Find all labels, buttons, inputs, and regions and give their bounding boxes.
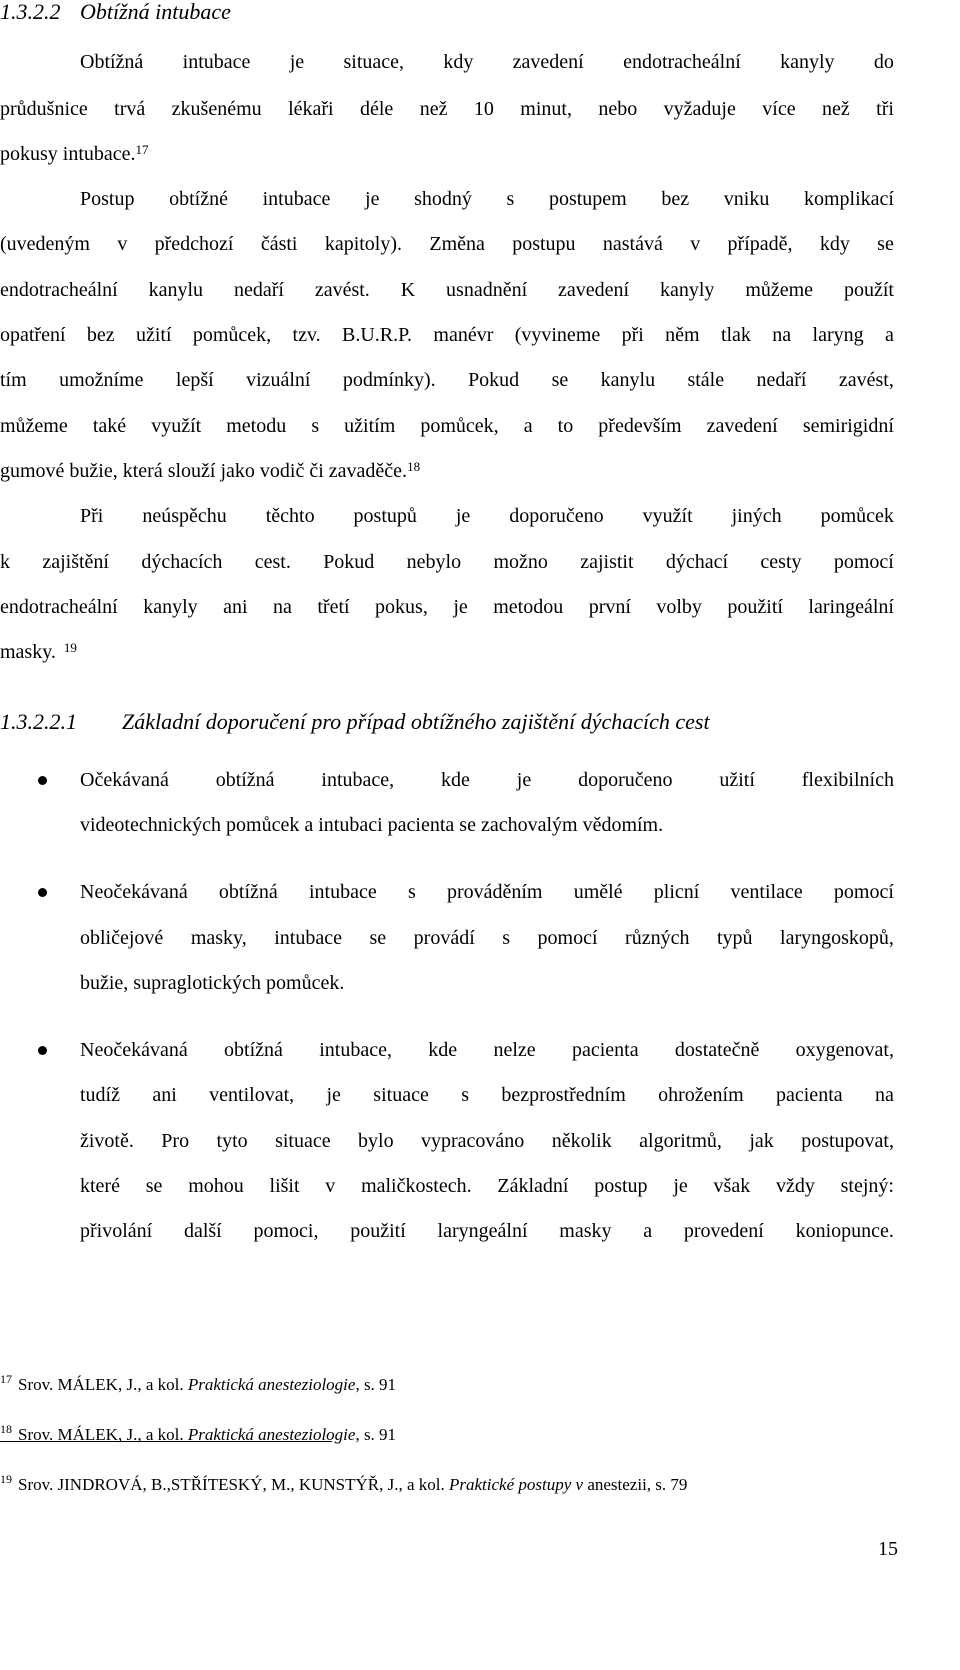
p2-line-5-word-4: podmínky). — [342, 369, 436, 391]
b3-line-1 — [80, 1038, 894, 1062]
p2-line-6-word-5: užitím — [344, 415, 396, 437]
p2-line-6-word-11: semirigidní — [802, 415, 894, 437]
p2-line-4-word-3: pomůcek, — [192, 324, 272, 346]
p3-line-3-word-5: pokus, — [375, 596, 428, 618]
b3-line-5-word-6: a — [643, 1220, 653, 1242]
p2-line-2-word-3: části — [260, 233, 298, 255]
p2-line-2-word-5: Změna — [429, 233, 485, 255]
p1-line-2-word-6: 10 — [473, 98, 494, 120]
b3-line-3-word-7: algoritmů, — [639, 1130, 722, 1152]
b3-line-4-word-0: které — [80, 1175, 120, 1197]
b3-line-3-word-4: bylo — [358, 1130, 394, 1152]
p2-line-3-word-0: endotracheální — [0, 279, 118, 301]
p3-line-3 — [0, 595, 894, 619]
b3-line-5-word-2: pomoci, — [253, 1220, 319, 1242]
p2-line-4-word-8: při — [621, 324, 644, 346]
b2-line-1-word-1: obtížná — [218, 881, 278, 903]
p1-line-2-word-12: tři — [876, 98, 894, 120]
p2-line-4-word-13: a — [884, 324, 894, 346]
p2-line-5-word-0: tím — [0, 369, 27, 391]
footnote-17-title: Praktická anesteziologie — [187, 1375, 356, 1394]
p1-line-2-word-8: nebo — [598, 98, 638, 120]
p2-line-1-word-0: Postup — [80, 188, 135, 210]
p3-line-3-word-6: je — [453, 596, 468, 618]
b3-line-4 — [80, 1174, 894, 1198]
p1-line-2-word-2: zkušenému — [171, 98, 262, 120]
p3-line-3-word-7: metodou — [493, 596, 564, 618]
p3-line-1-word-0: Při — [80, 505, 104, 527]
p1-line-3-text: pokusy intubace. — [0, 143, 136, 165]
p3-line-3-word-9: volby — [656, 596, 702, 618]
p3-line-2-word-9: cesty — [760, 551, 802, 573]
b3-line-5-word-7: provedení — [683, 1220, 764, 1242]
p2-line-5-word-5: Pokud — [468, 369, 520, 391]
b3-line-2-word-2: ventilovat, — [209, 1084, 295, 1106]
p1-line-1 — [80, 50, 894, 74]
b3-line-3-word-1: Pro — [161, 1130, 190, 1152]
p1-line-2-word-10: více — [762, 98, 796, 120]
b2-line-2-word-9: laryngoskopů, — [780, 927, 894, 949]
footnote-18 — [0, 1422, 397, 1445]
b2-line-1-word-3: s — [407, 881, 416, 903]
b3-line-1-word-0: Neočekávaná — [80, 1039, 188, 1061]
p2-line-5-word-6: se — [551, 369, 569, 391]
b3-line-5-word-5: masky — [559, 1220, 612, 1242]
p3-line-2-word-2: dýchacích — [141, 551, 223, 573]
p2-line-5-word-3: vizuální — [246, 369, 311, 391]
p2-line-6-word-1: také — [92, 415, 127, 437]
b2-line-2-word-7: různých — [625, 927, 690, 949]
p1-line-2-word-5: než — [419, 98, 448, 120]
p2-line-6-word-0: můžeme — [0, 415, 68, 437]
p1-line-1-word-3: situace, — [343, 51, 405, 73]
b1-line-1-word-3: kde — [441, 769, 470, 791]
p1-line-1-word-0: Obtížná — [80, 51, 144, 73]
b1-line-1-word-4: je — [516, 769, 532, 791]
b2-line-2-word-3: se — [369, 927, 387, 949]
footnote-19 — [0, 1472, 688, 1495]
p3-line-3-word-0: endotracheální — [0, 596, 118, 618]
b3-line-1-word-1: obtížná — [224, 1039, 283, 1061]
p2-line-4-word-11: na — [772, 324, 792, 346]
b3-line-4-word-4: v — [325, 1175, 336, 1197]
p2-line-3-word-3: zavést. — [314, 279, 370, 301]
p2-line-6-word-4: s — [311, 415, 320, 437]
b1-line-1-word-6: užití — [719, 769, 755, 791]
subsection-title: Základní doporučení pro případ obtížného zajištění dýchacích cest — [122, 709, 710, 734]
p3-line-3-word-4: třetí — [317, 596, 350, 618]
p3-line-4 — [0, 640, 77, 664]
p1-line-3 — [0, 142, 149, 166]
p2-line-6-word-3: metodu — [226, 415, 287, 437]
p2-line-4-word-9: něm — [665, 324, 700, 346]
p2-line-5-word-1: umožníme — [59, 369, 144, 391]
b3-line-4-word-1: se — [145, 1175, 163, 1197]
p2-line-4-word-0: opatření — [0, 324, 66, 346]
footnote-18-title: Praktická anesteziologie — [187, 1425, 356, 1444]
p3-line-2-word-4: Pokud — [323, 551, 375, 573]
p1-line-2-word-11: než — [821, 98, 850, 120]
p2-line-1-word-1: obtížné — [169, 188, 228, 210]
p2-line-4-word-4: tzv. — [292, 324, 321, 346]
p3-line-2-word-7: zajistit — [580, 551, 634, 573]
b3-line-5-word-8: koniopunce. — [795, 1220, 894, 1242]
b2-line-1-word-0: Neočekávaná — [80, 881, 188, 903]
p2-line-1-word-5: s — [506, 188, 515, 210]
b3-line-4-word-7: postup — [594, 1175, 648, 1197]
b2-line-3-text: bužie, supraglotických pomůcek. — [80, 972, 345, 994]
b3-line-2-word-3: je — [326, 1084, 341, 1106]
p2-line-6-word-10: zavedení — [706, 415, 778, 437]
p2-line-6-word-9: především — [598, 415, 682, 437]
p3-line-2-word-8: dýchací — [665, 551, 729, 573]
p2-line-2-word-6: postupu — [512, 233, 576, 255]
b3-line-1-word-4: nelze — [493, 1039, 536, 1061]
section-heading — [0, 0, 231, 24]
b3-line-5-word-0: přivolání — [80, 1220, 153, 1242]
b3-line-2-word-0: tudíž — [80, 1084, 120, 1106]
p1-line-1-word-2: je — [289, 51, 305, 73]
p2-line-1 — [80, 187, 894, 211]
p2-line-2-word-4: kapitoly). — [324, 233, 403, 255]
p3-line-1-word-7: jiných — [731, 505, 782, 527]
b1-line-1-word-1: obtížná — [215, 769, 275, 791]
b3-line-4-word-9: však — [713, 1175, 751, 1197]
p1-line-1-word-8: do — [873, 51, 894, 73]
b3-line-4-word-5: maličkostech. — [361, 1175, 472, 1197]
p2-line-5-word-7: kanylu — [600, 369, 656, 391]
p3-line-4-text: masky. — [0, 641, 56, 663]
b3-line-5-word-1: další — [183, 1220, 222, 1242]
b2-line-1-word-6: plicní — [653, 881, 700, 903]
p2-line-4-word-6: manévr — [433, 324, 494, 346]
p3-line-2-word-0: k — [0, 551, 10, 573]
b2-line-2-word-2: intubace — [274, 927, 342, 949]
footnote-17 — [0, 1372, 397, 1395]
p2-line-3-word-6: zavedení — [558, 279, 630, 301]
p2-line-2-word-10: kdy — [819, 233, 850, 255]
footnote-19-pre: Srov. JINDROVÁ, B.,STŘÍTESKÝ, M., KUNSTÝŘ, J., a kol. — [18, 1475, 450, 1494]
b2-line-1-word-7: ventilace — [730, 881, 803, 903]
p3-line-3-word-10: použití — [727, 596, 783, 618]
p3-line-3-word-2: ani — [223, 596, 248, 618]
p1-line-1-word-7: kanyly — [780, 51, 835, 73]
b2-line-1-word-4: prováděním — [446, 881, 543, 903]
p2-line-3-word-5: usnadnění — [446, 279, 528, 301]
b2-line-1 — [80, 880, 894, 904]
b3-line-3-word-8: jak — [749, 1130, 774, 1152]
b3-line-3-word-6: několik — [551, 1130, 612, 1152]
footnote-ref-17: 17 — [135, 142, 149, 157]
p2-line-7 — [0, 459, 420, 483]
p2-line-5 — [0, 368, 894, 392]
footnote-17-post: , s. 91 — [355, 1375, 397, 1394]
p2-line-4-word-12: laryng — [812, 324, 864, 346]
b3-line-3-word-0: životě. — [80, 1130, 134, 1152]
footnote-ref-18: 18 — [407, 459, 421, 474]
page-number: 15 — [878, 1538, 898, 1560]
p1-line-1-word-5: zavedení — [512, 51, 584, 73]
p2-line-3-word-9: použít — [843, 279, 894, 301]
b3-line-2-word-8: pacienta — [776, 1084, 843, 1106]
p3-line-3-word-3: na — [273, 596, 292, 618]
b3-line-2-word-7: ohrožením — [658, 1084, 744, 1106]
p1-line-1-word-4: kdy — [443, 51, 474, 73]
footnote-17-number: 17 — [0, 1372, 12, 1386]
p2-line-1-word-7: bez — [661, 188, 690, 210]
footnote-19-post: anestezii, s. 79 — [583, 1475, 688, 1494]
p2-line-2 — [0, 232, 894, 256]
p3-line-1-word-8: pomůcek — [820, 505, 894, 527]
b2-line-1-word-2: intubace — [309, 881, 377, 903]
b1-line-1 — [80, 768, 894, 792]
p2-line-4-word-7: (vyvineme — [514, 324, 601, 346]
b3-line-3-word-2: tyto — [216, 1130, 248, 1152]
p1-line-2-word-0: průdušnice — [0, 98, 88, 120]
p2-line-4-word-2: užití — [135, 324, 172, 346]
b2-line-1-word-8: pomocí — [833, 881, 894, 903]
b3-line-3-word-3: situace — [275, 1130, 331, 1152]
b1-line-1-word-7: flexibilních — [801, 769, 894, 791]
p3-line-2-word-3: cest. — [254, 551, 291, 573]
b3-line-5-word-4: laryngeální — [437, 1220, 528, 1242]
section-title: Obtížná intubace — [80, 0, 231, 24]
p3-line-1-word-5: doporučeno — [509, 505, 604, 527]
subsection-heading — [0, 709, 710, 734]
b3-line-5 — [80, 1219, 894, 1243]
b2-line-2-word-5: s — [502, 927, 511, 949]
p2-line-6-word-8: to — [557, 415, 574, 437]
b3-line-1-word-5: pacienta — [571, 1039, 639, 1061]
b3-line-2 — [80, 1083, 894, 1107]
p3-line-1-word-2: těchto — [265, 505, 315, 527]
footnote-18-number: 18 — [0, 1422, 12, 1436]
b3-line-4-word-11: stejný: — [840, 1175, 894, 1197]
p2-line-5-word-2: lepší — [175, 369, 214, 391]
p2-line-1-word-8: vniku — [723, 188, 770, 210]
p2-line-1-word-4: shodný — [414, 188, 472, 210]
p3-line-1-word-6: využít — [642, 505, 693, 527]
p2-line-1-word-2: intubace — [262, 188, 331, 210]
p2-line-4-word-10: tlak — [720, 324, 751, 346]
b3-line-1-word-7: oxygenovat, — [795, 1039, 894, 1061]
b1-line-2 — [80, 813, 663, 837]
p3-line-2-word-5: nebylo — [406, 551, 462, 573]
p2-line-6-word-2: využít — [151, 415, 202, 437]
p2-line-2-word-1: v — [117, 233, 128, 255]
b1-line-2-text: videotechnických pomůcek a intubaci pacienta se zachovalým vědomím. — [80, 814, 664, 836]
footnote-ref-19: 19 — [63, 640, 77, 655]
p2-line-5-word-8: stále — [687, 369, 725, 391]
p2-line-2-word-7: nastává — [602, 233, 663, 255]
footnote-18-pre: Srov. MÁLEK, J., a kol. — [18, 1425, 188, 1444]
p2-line-2-word-11: se — [877, 233, 894, 255]
p3-line-2-word-10: pomocí — [833, 551, 894, 573]
p1-line-2-word-3: lékaři — [288, 98, 334, 120]
b1-line-1-word-2: intubace, — [321, 769, 395, 791]
p3-line-3-word-8: první — [588, 596, 631, 618]
footnote-19-number: 19 — [0, 1472, 12, 1486]
p2-line-3-word-2: nedaří — [233, 279, 284, 301]
p2-line-3-word-4: K — [400, 279, 416, 301]
b3-line-1-word-3: kde — [428, 1039, 458, 1061]
b3-line-3-word-5: vypracováno — [421, 1130, 525, 1152]
p2-line-5-word-10: zavést, — [838, 369, 894, 391]
footnote-17-pre: Srov. MÁLEK, J., a kol. — [18, 1375, 188, 1394]
p3-line-1-word-3: postupů — [353, 505, 417, 527]
b2-line-1-word-5: umělé — [573, 881, 623, 903]
b3-line-5-word-3: použití — [350, 1220, 406, 1242]
p2-line-6-word-7: a — [523, 415, 533, 437]
b3-line-4-word-8: je — [673, 1175, 688, 1197]
p3-line-3-word-1: kanyly — [143, 596, 198, 618]
footnote-19-title: Praktické postupy v — [449, 1475, 584, 1494]
p2-line-4-word-1: bez — [86, 324, 115, 346]
p2-line-3 — [0, 278, 894, 302]
b2-line-2 — [80, 926, 894, 950]
b1-line-1-word-5: doporučeno — [578, 769, 673, 791]
b3-line-2-word-9: na — [874, 1084, 894, 1106]
b3-line-2-word-6: bezprostředním — [501, 1084, 626, 1106]
b2-line-3 — [80, 971, 344, 995]
p3-line-1-word-1: neúspěchu — [142, 505, 227, 527]
p2-line-2-word-8: v — [690, 233, 701, 255]
p2-line-6 — [0, 414, 894, 438]
bullet-dot-2 — [38, 888, 47, 897]
p2-line-1-word-9: komplikací — [804, 188, 894, 210]
p2-line-1-word-3: je — [365, 188, 380, 210]
p2-line-2-word-9: případě, — [727, 233, 793, 255]
p2-line-5-word-9: nedaří — [756, 369, 807, 391]
p2-line-6-word-6: pomůcek, — [420, 415, 499, 437]
p2-line-3-word-8: můžeme — [745, 279, 814, 301]
b2-line-2-word-4: provádí — [413, 927, 475, 949]
p1-line-2-word-4: déle — [360, 98, 394, 120]
p1-line-2-word-7: minut, — [520, 98, 572, 120]
p2-line-4-word-5: B.U.R.P. — [342, 324, 413, 346]
bullet-dot-1 — [38, 776, 47, 785]
b1-line-1-word-0: Očekávaná — [80, 769, 169, 791]
p1-line-2-word-9: vyžaduje — [663, 98, 736, 120]
footnote-18-post: , s. 91 — [355, 1425, 397, 1444]
p2-line-3-word-1: kanylu — [148, 279, 204, 301]
section-number: 1.3.2.2 — [0, 0, 61, 24]
subsection-number: 1.3.2.2.1 — [0, 709, 77, 734]
b3-line-3-word-9: postupovat, — [801, 1130, 894, 1152]
p3-line-3-word-11: laringeální — [808, 596, 894, 618]
p1-line-2 — [0, 97, 894, 121]
p2-line-3-word-7: kanyly — [659, 279, 715, 301]
b3-line-4-word-6: Základní — [497, 1175, 569, 1197]
b3-line-4-word-10: vždy — [775, 1175, 815, 1197]
b3-line-2-word-1: ani — [152, 1084, 177, 1106]
b3-line-4-word-2: mohou — [188, 1175, 244, 1197]
p3-line-2-word-6: možno — [493, 551, 548, 573]
p2-line-7-text: gumové bužie, která slouží jako vodič či zavaděče. — [0, 460, 408, 482]
p1-line-2-word-1: trvá — [114, 98, 146, 120]
p1-line-1-word-1: intubace — [182, 51, 251, 73]
b2-line-2-word-6: pomocí — [537, 927, 598, 949]
b3-line-2-word-5: s — [461, 1084, 469, 1106]
p2-line-4 — [0, 323, 894, 347]
p3-line-2-word-1: zajištění — [42, 551, 109, 573]
b3-line-2-word-4: situace — [373, 1084, 429, 1106]
bullet-dot-3 — [38, 1046, 47, 1055]
p2-line-1-word-6: postupem — [548, 188, 627, 210]
b3-line-1-word-6: dostatečně — [674, 1039, 760, 1061]
b3-line-3 — [80, 1129, 894, 1153]
p1-line-1-word-6: endotracheální — [623, 51, 741, 73]
b2-line-2-word-8: typů — [716, 927, 753, 949]
b2-line-2-word-0: obličejové — [80, 927, 164, 949]
p3-line-1 — [80, 504, 894, 528]
p3-line-2 — [0, 550, 894, 574]
b3-line-1-word-2: intubace, — [319, 1039, 392, 1061]
p2-line-2-word-0: (uvedeným — [0, 233, 90, 255]
p3-line-1-word-4: je — [455, 505, 471, 527]
b3-line-4-word-3: lišit — [269, 1175, 300, 1197]
p2-line-2-word-2: předchozí — [154, 233, 234, 255]
b2-line-2-word-1: masky, — [190, 927, 247, 949]
